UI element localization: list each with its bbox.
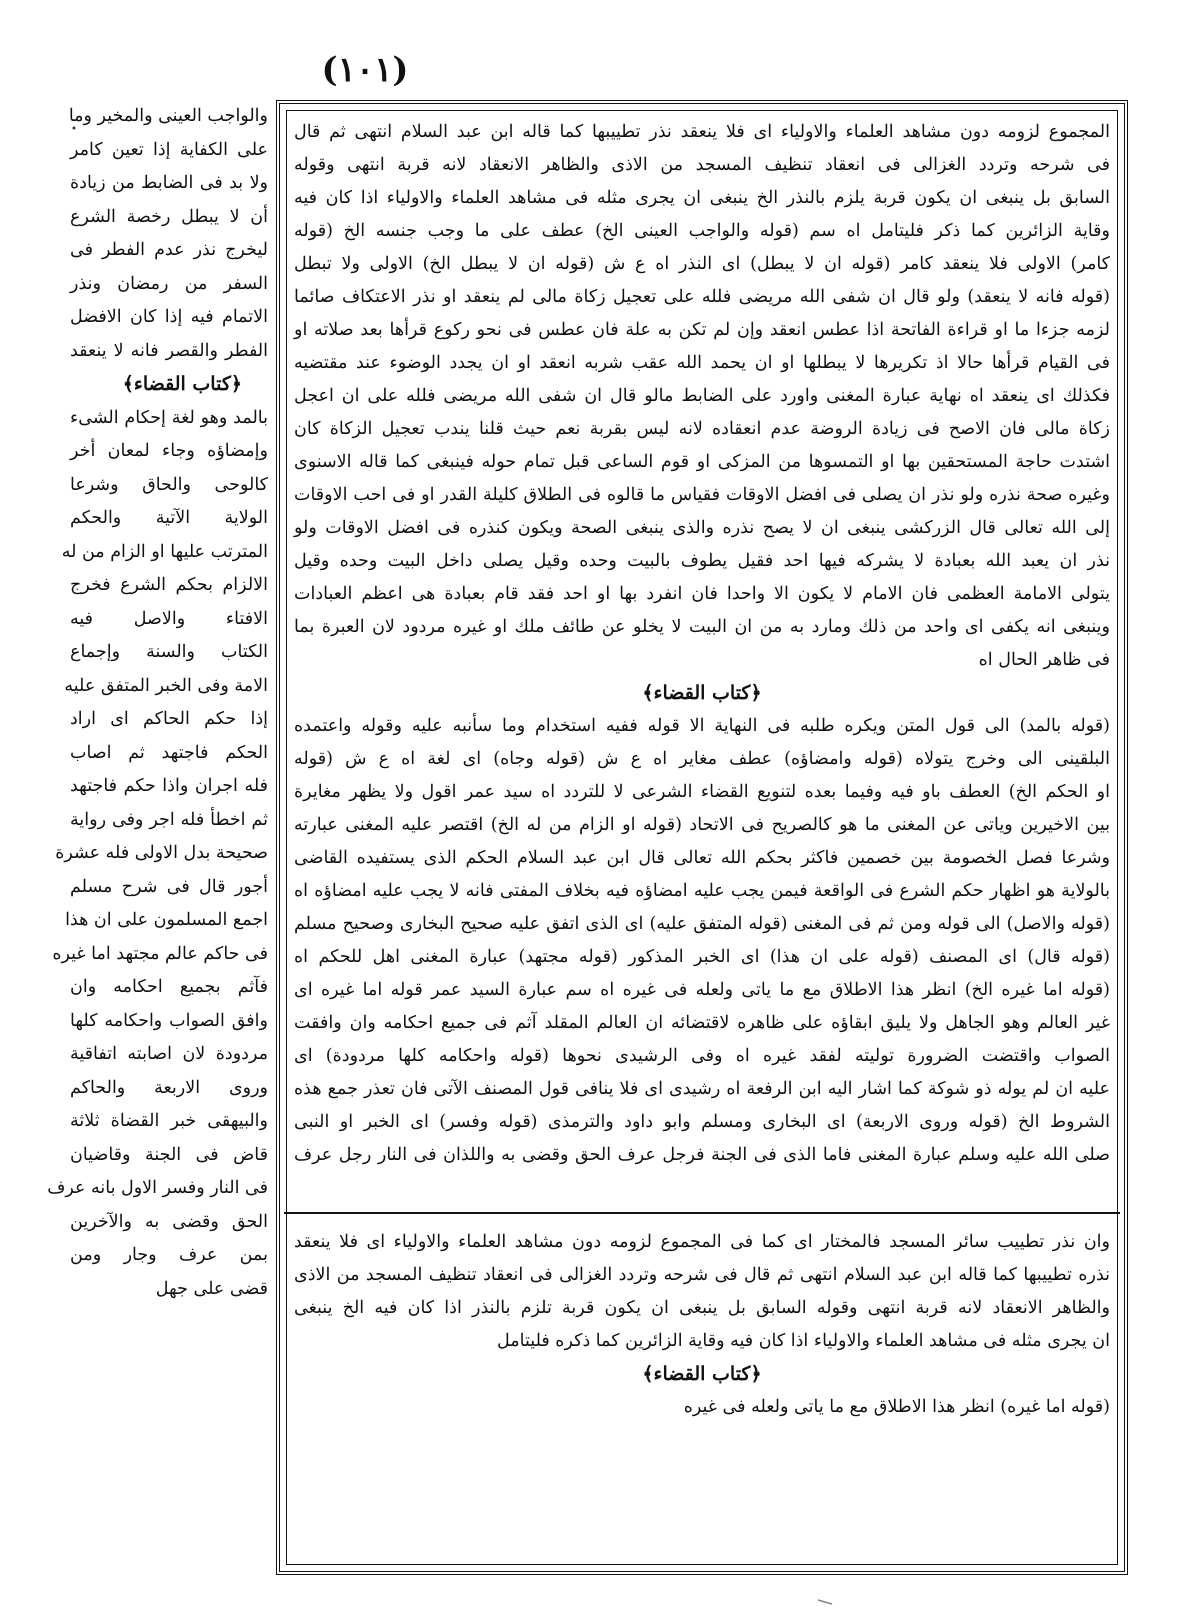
margin-line: فله اجران واذا حكم فاجتهد [70, 776, 268, 796]
margin-line: وروى الاربعة والحاكم [70, 1077, 268, 1098]
commentary-line: (قوله فانه لا ينعقد) ولو قال ان شفى الله مريضى فلله على تعجيل زكاة مالى لم ينعقد او نذر الاعتكاف صائما [294, 287, 1110, 307]
main-frame [276, 100, 1128, 1575]
lower-text-line: ان يجرى مثله فى مشاهد العلماء والاولياء اذا كان فيه وقاية الزائرين كما ذكره فليتامل [497, 1331, 1110, 1351]
margin-line: ثم اخطأ فله اجر وفى رواية [70, 809, 268, 830]
margin-line: كالوحى والحاق وشرعا [70, 474, 268, 495]
commentary-line: بالولاية هو اظهار حكم الشرع فى الواقعة فيمن يجب عليه امضاؤه فيه بخلاف المفتى فانه لا يجب عليه امضاؤه اه [294, 881, 1110, 901]
margin-line: فى النار وفسر الاول بانه عرف [47, 1178, 268, 1198]
margin-line: الولاية الآتية والحكم [70, 508, 268, 528]
commentary-line: زكاة مالى فان الاصح فى زيادة الروضة عدم انعقاده لانه ليس بقربة نعم حيث قلنا يندب تعجيل الزكاة كان [294, 419, 1110, 439]
lower-text-line: نذره تطييبها كما قاله ابن عبد السلام انتهى ثم قال فى شرحه وتردد الغزالى فى انعقاد تنظيف المسجد من الاذى [294, 1265, 1110, 1285]
page-number: (١٠١) [321, 50, 409, 90]
marginal-text-column [47, 100, 268, 1580]
scan-speck [818, 1600, 832, 1604]
commentary-line: البلقينى الى وخرج يتولاه (قوله وامضاؤه) عطف مغاير اه ع ش (قوله وجاه) اى لغة اه ع ش (قوله [294, 749, 1110, 769]
commentary-line: لزمه جزءا ما او قراءة الفاتحة اذا عطس انعقد وإن لم تكن به علة فان عطس فى نحو ركوع قرأها بعد صلاته او [294, 320, 1110, 340]
margin-line: الافتاء والاصل فيه [70, 608, 268, 629]
commentary-line: (قوله بالمد) الى قول المتن ويكره طلبه فى النهاية الا قوله ففيه استخدام وما سأنبه عليه وقوله واعتمده [294, 716, 1110, 736]
margin-line: الاتمام فيه إذا كان الافضل [70, 307, 268, 327]
margin-line: الحق وقضى به والآخرين [70, 1211, 268, 1232]
margin-line: بمن عرف وجار ومن [70, 1245, 268, 1265]
margin-line: والواجب العينى والمخير وما [68, 106, 268, 126]
commentary-line: صلى الله عليه وسلم عبارة المغنى فاما الذى فى الجنة فرجل عرف الحق وقضى به واللذان فى النار رجل عرف [294, 1145, 1110, 1165]
section-divider [284, 1212, 1120, 1214]
margin-line: ولا بد فى الضابط من زيادة [70, 173, 268, 193]
commentary-block [294, 116, 1110, 1206]
commentary-line: فى شرحه وتردد الغزالى فى انعقاد تنظيف المسجد من الاذى والظاهر الانعقاد لانه قربة انتهى وقوله [294, 155, 1110, 175]
commentary-line: الصواب واقتضت الضرورة توليته لفقد غيره اه وفى الرشيدى نحوها (قوله واحكامه كلها مردودة) اى [294, 1046, 1110, 1066]
margin-line: قضى على جهل [155, 1278, 268, 1299]
margin-line: المترتب عليها او الزام من له [61, 541, 268, 562]
lower-text-line: وان نذر تطييب سائر المسجد فالمختار اى كما فى المجموع لزومه دون مشاهد العلماء والاولياء اى فلا ينعقد [294, 1232, 1110, 1252]
commentary-line: (قوله قال) اى المصنف (قوله على ان هذا) اى الخبر المذكور (قوله مجتهد) عبارة المغنى اهل للحكم اه [294, 947, 1110, 967]
commentary-line: يتولى الامامة العظمى فان الامام لا يكون الا واحدا فان انفرد بها او احد فقد قام بعبادة هى اعظم العبادات [294, 584, 1110, 604]
commentary-line: (قوله اما غيره الخ) انظر هذا الاطلاق مع ما ياتى ولعله فى غيره اه سم عبارة السيد عمر قوله اما غيره اى [294, 980, 1110, 1000]
margin-line: الفطر والقصر فانه لا ينعقد [70, 340, 268, 361]
margin-line: قاض فى الجنة وقاضيان [70, 1144, 268, 1165]
margin-line: اجمع المسلمون على ان هذا [65, 910, 268, 930]
commentary-line: فى القيام قرأها حالا اذ تكريرها لا يبطلها او ان يحمد الله عقب شربه انعقد او ان يجدد الوضوء عند مقتضيه [294, 353, 1110, 373]
commentary-line: اشتدت حاجة المستحقين بها او التمسوها من المزكى او قوم الساعى قبل تمام حوله فينبغى كما قاله الاسنوى [294, 452, 1110, 472]
margin-line: بالمد وهو لغة إحكام الشىء [70, 407, 268, 428]
margin-line: الامة وفى الخبر المتفق عليه [64, 675, 268, 696]
margin-line: الكتاب والسنة وإجماع [70, 642, 268, 662]
margin-line: فآثم بجميع احكامه وان [70, 977, 268, 997]
commentary-line: وقاية الزائرين كما ذكر فليتامل اه سم (قوله والواجب العينى الخ) عطف على ما وجب جنسه الخ (قوله [294, 221, 1110, 241]
commentary-line: المجموع لزومه دون مشاهد العلماء والاولياء اى فلا ينعقد نذر تطييبها كما قاله ابن عبد السلام انتهى ثم قال [294, 122, 1110, 142]
commentary-line: وغيره صحة نذره ولو نذر ان يصلى فى افضل الاوقات فقياس ما قالوه فى الطلاق كليلة القدر او فى احب الاوقات [294, 485, 1110, 505]
commentary-line: وينبغى انه يكفى اى واحد من ذلك ومارد به من ان البيت لا يخلو عن طائف ملك او غيره مردود لان العبرة بما [294, 617, 1110, 637]
lower-chapter-heading: ﴿كتاب القضاء﴾ [642, 1363, 762, 1385]
commentary-line: او الحكم الخ) العطف باو فيه وفيما بعده لتنويع القضاء الشرعى لا للتردد اه سيد عمر اقول ولا يظهر مغايرة [294, 782, 1110, 802]
commentary-line: وشرعا فصل الخصومة بين خصمين فاكثر بحكم الله تعالى قال ابن عبد السلام الحكم الذى يستفيده القاضى [294, 848, 1110, 868]
margin-line: الالزام بحكم الشرع فخرج [70, 575, 268, 595]
margin-line: والبيهقى خبر القضاة ثلاثة [70, 1111, 268, 1131]
commentary-line: بين الاخيرين وياتى عن المغنى ما هو كالصريح فى الاتحاد (قوله او الزام من له الخ) اقتصر عليه المغنى عبارته [294, 815, 1110, 835]
margin-line: إذا حكم الحاكم اى اراد [70, 709, 268, 729]
margin-chapter-heading: ﴿كتاب القضاء﴾ [122, 373, 242, 395]
commentary-line: نذر ان يعبد الله بعبادة لا يشركه فيها احد فقيل يطوف بالبيت وحده وقيل يصلى داخل البيت وحده وقيل [294, 551, 1110, 571]
lower-text-block [294, 1226, 1110, 1556]
margin-line: مردودة لان اصابته اتفاقية [70, 1044, 268, 1064]
commentary-line: غير العالم وهو الجاهل ولا يليق ابقاؤه على ظاهره لاقتضائه ان العالم المقلد آثم فى جميع احكامه وان وافقت [294, 1013, 1110, 1033]
margin-line: أن لا يبطل رخصة الشرع [70, 206, 268, 227]
margin-line: وافق الصواب واحكامه كلها [70, 1010, 268, 1031]
commentary-line: كامر) الاولى فلا ينعقد كامر (قوله ان لا يبطل) اى النذر اه ع ش (قوله ان لا يبطل الخ) الاولى ولا تبطل [294, 254, 1110, 274]
commentary-line: فى ظاهر الحال اه [978, 650, 1110, 670]
commentary-line: عليه ان لم يوله ذو شوكة كما اشار اليه ابن الرفعة اه رشيدى اى فلا ينافى قول المصنف الآتى فان تعذر جمع هذه [294, 1079, 1110, 1099]
margin-line: فى حاكم عالم مجتهد اما غيره [52, 943, 268, 964]
lower-text-line: والظاهر الانعقاد لانه قربة انتهى وقوله السابق بل ينبغى ان يكون قربة تلزم بالنذر اذا كان فيه الخ ينبغى [294, 1298, 1110, 1318]
commentary-chapter-heading: ﴿كتاب القضاء﴾ [642, 682, 762, 704]
commentary-line: الشروط الخ (قوله وروى الاربعة) اى البخارى ومسلم وابو داود والترمذى (قوله وفسر) اى الخبر او النبى [294, 1112, 1110, 1132]
lower-text-line: (قوله اما غيره) انظر هذا الاطلاق مع ما ياتى ولعله فى غيره [683, 1397, 1110, 1417]
margin-line: السفر من رمضان ونذر [70, 273, 268, 294]
margin-line: على الكفاية إذا تعين كامر [70, 139, 268, 160]
commentary-line: (قوله والاصل) الى قوله ومن ثم فى المغنى (قوله المتفق عليه) اى الذى اتفق عليه صحيح البخارى وصحيح مسلم [294, 914, 1110, 934]
margin-line: صحيحة بدل الاولى فله عشرة [55, 843, 268, 863]
margin-line: وإمضاؤه وجاء لمعان أخر [70, 441, 268, 461]
commentary-line: إلى الله تعالى قال الزركشى ينبغى ان لا يصح نذره والذى ينبغى الصحة ويكون كنذره فى افضل الاوقات ولو [294, 518, 1110, 538]
commentary-line: فكذلك اى ينعقد اه نهاية عبارة المغنى واورد على الضابط مالو قال ان شفى الله مريضى فلله على ان اعجل [294, 386, 1110, 406]
margin-line: أجور قال فى شرح مسلم [70, 876, 268, 897]
margin-line: ليخرج نذر عدم الفطر فى [70, 240, 268, 260]
commentary-line: السابق بل ينبغى ان يكون قربة يلزم بالنذر الخ ينبغى ان يجرى مثله فى مشاهد العلماء والاولياء اذا كان فيه [294, 188, 1110, 208]
margin-line: الحكم فاجتهد ثم اصاب [70, 742, 268, 763]
